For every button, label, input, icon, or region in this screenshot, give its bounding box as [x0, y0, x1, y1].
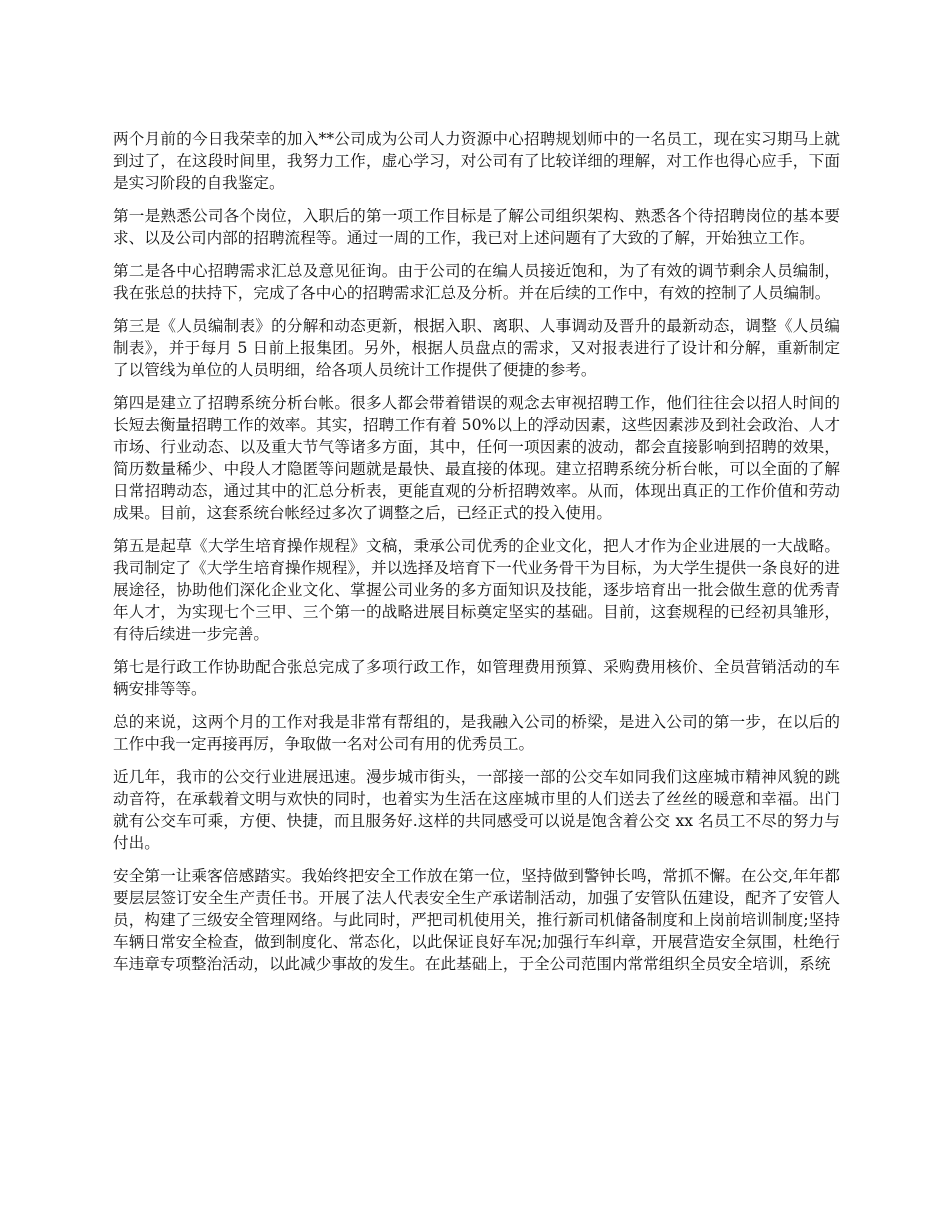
paragraph-fifth-item: 第五是起草《大学生培育操作规程》文稿，秉承公司优秀的企业文化，把人才作为企业进展的一大战略。我司制定了《大学生培育操作规程》，并以选择及培育下一代业务骨干为目标，为大学生提供一条良好的进展途径，协助他们深化企业文化、掌握公司业务的多方面知识及技能，逐步培育出一批会做生意的优秀青年人才，为实现七个三甲、三个第一的战略进展目标奠定坚实的基础。目前，这套规程的已经初具雏形，有待后续进一步完善。 [113, 537, 840, 643]
paragraph-safety: 安全第一让乘客倍感踏实。我始终把安全工作放在第一位，坚持做到警钟长鸣，常抓不懈。在公交,年年都要层层签订安全生产责任书。开展了法人代表安全生产承诺制活动，加强了安管队伍建设，配齐了安管人员，构建了三级安全管理网络。与此同时，严把司机使用关，推行新司机储备制度和上岗前培训制度;坚持车辆日常安全检查，做到制度化、常态化，以此保证良好车况;加强行车纠章，开展营造安全氛围，杜绝行车违章专项整治活动，以此减少事故的发生。在此基础上，于全公司范围内常常组织全员安全培训，系统 [113, 867, 840, 973]
paragraph-bus-industry: 近几年，我市的公交行业进展迅速。漫步城市街头，一部接一部的公交车如同我们这座城市精神风貌的跳动音符，在承载着文明与欢快的同时，也着实为生活在这座城市里的人们送去了丝丝的暖意和幸福。出门就有公交车可乘，方便、快捷，而且服务好.这样的共同感受可以说是饱含着公交 xx 名员工不尽的努力与付出。 [113, 768, 840, 852]
paragraph-seventh-item: 第七是行政工作协助配合张总完成了多项行政工作，如管理费用预算、采购费用核价、全员营销活动的车辆安排等等。 [113, 658, 840, 698]
paragraph-third-item: 第三是《人员编制表》的分解和动态更新，根据入职、离职、人事调动及晋升的最新动态，调整《人员编制表》，并于每月 5 日前上报集团。另外，根据人员盘点的需求，又对报表进行了设计和分解，重新制定了以管线为单位的人员明细，给各项人员统计工作提供了便捷的参考。 [113, 317, 840, 379]
paragraph-summary: 总的来说，这两个月的工作对我是非常有帮组的，是我融入公司的桥梁，是进入公司的第一步，在以后的工作中我一定再接再厉，争取做一名对公司有用的优秀员工。 [113, 713, 840, 753]
paragraph-intro: 两个月前的今日我荣幸的加入**公司成为公司人力资源中心招聘规划师中的一名员工，现在实习期马上就到过了，在这段时间里，我努力工作，虚心学习，对公司有了比较详细的理解，对工作也得心应手，下面是实习阶段的自我鉴定。 [113, 130, 840, 192]
paragraph-second-item: 第二是各中心招聘需求汇总及意见征询。由于公司的在编人员接近饱和，为了有效的调节剩余人员编制，我在张总的扶持下，完成了各中心的招聘需求汇总及分析。并在后续的工作中，有效的控制了人员编制。 [113, 262, 840, 302]
document-body [113, 128, 840, 986]
paragraph-first-item: 第一是熟悉公司各个岗位，入职后的第一项工作目标是了解公司组织架构、熟悉各个待招聘岗位的基本要求、以及公司内部的招聘流程等。通过一周的工作，我已对上述问题有了大致的了解，开始独立工作。 [113, 207, 840, 247]
paragraph-fourth-item: 第四是建立了招聘系统分析台帐。很多人都会带着错误的观念去审视招聘工作，他们往往会以招人时间的长短去衡量招聘工作的效率。其实，招聘工作有着 50%以上的浮动因素，这些因素涉及到社会政治、人才市场、行业动态、以及重大节气等诸多方面，其中，任何一项因素的波动，都会直接影响到招聘的效果，简历数量稀少、中段人才隐匿等问题就是最快、最直接的体现。建立招聘系统分析台帐，可以全面的了解日常招聘动态，通过其中的汇总分析表，更能直观的分析招聘效率。从而，体现出真正的工作价值和劳动成果。目前，这套系统台帐经过多次了调整之后，已经正式的投入使用。 [113, 394, 840, 522]
